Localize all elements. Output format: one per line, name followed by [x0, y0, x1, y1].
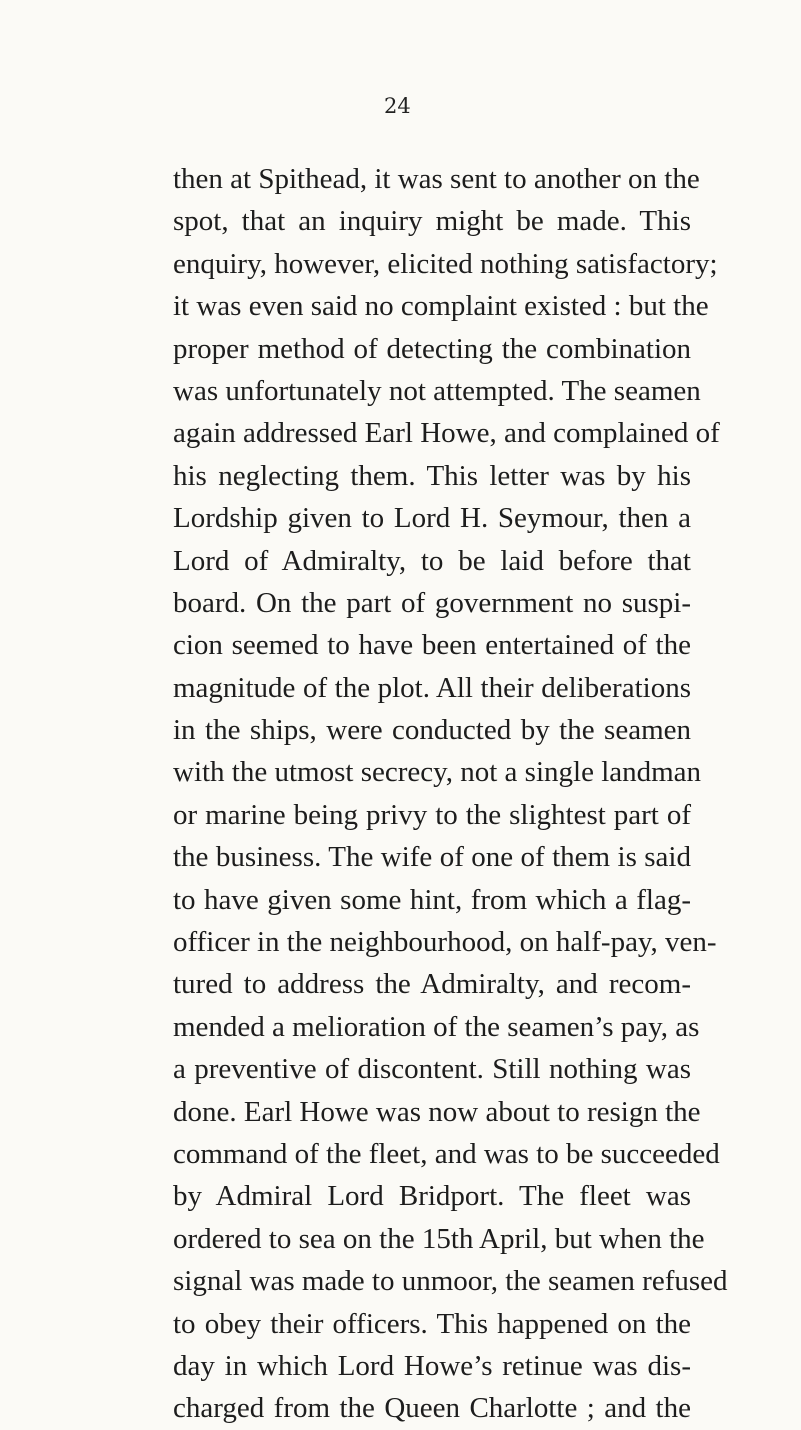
text-line: to have given some hint, from which a flag-	[173, 883, 691, 916]
text-line: it was even said no complaint existed : but the	[173, 290, 709, 323]
text-line: Lord of Admiralty, to be laid before that	[173, 544, 691, 577]
text-line: with the utmost secrecy, not a single landman	[173, 756, 702, 789]
text-line: command of the fleet, and was to be succeeded	[173, 1137, 720, 1170]
text-line: day in which Lord Howe’s retinue was dis-	[173, 1349, 691, 1382]
text-line: spot, that an inquiry might be made. This	[173, 205, 691, 238]
text-line: charged from the Queen Charlotte ; and the	[173, 1392, 691, 1425]
text-line: done. Earl Howe was now about to resign the	[173, 1095, 701, 1128]
text-line: then at Spithead, it was sent to another on the	[173, 163, 700, 195]
text-line: by Admiral Lord Bridport. The fleet was	[173, 1180, 691, 1213]
text-line: again addressed Earl Howe, and complained of	[173, 417, 720, 450]
body-text	[173, 158, 728, 1430]
text-line: ordered to sea on the 15th April, but when the	[173, 1222, 705, 1255]
text-line: in the ships, were conducted by the seamen	[173, 714, 691, 747]
text-line: Lordship given to Lord H. Seymour, then a	[173, 502, 691, 535]
text-line: officer in the neighbourhood, on half-pay, ven-	[173, 926, 717, 959]
text-line: or marine being privy to the slightest part of	[173, 798, 691, 831]
text-line: magnitude of the plot. All their deliberations	[173, 671, 691, 704]
text-line: enquiry, however, elicited nothing satisfactory;	[173, 247, 718, 280]
text-line: tured to address the Admiralty, and recom-	[173, 968, 691, 1001]
text-line: cion seemed to have been entertained of the	[173, 629, 691, 662]
text-line: board. On the part of government no suspi-	[173, 586, 691, 619]
text-line: signal was made to unmoor, the seamen refused	[173, 1265, 728, 1298]
text-line: proper method of detecting the combination	[173, 332, 691, 365]
text-line: a preventive of discontent. Still nothing was	[173, 1053, 691, 1086]
page-number: 24	[384, 94, 411, 118]
text-line: his neglecting them. This letter was by his	[173, 459, 691, 492]
text-line: to obey their officers. This happened on the	[173, 1307, 691, 1340]
text-line: was unfortunately not attempted. The seamen	[173, 374, 701, 407]
text-line: mended a melioration of the seamen’s pay, as	[173, 1010, 700, 1043]
text-line: the business. The wife of one of them is said	[173, 841, 691, 874]
